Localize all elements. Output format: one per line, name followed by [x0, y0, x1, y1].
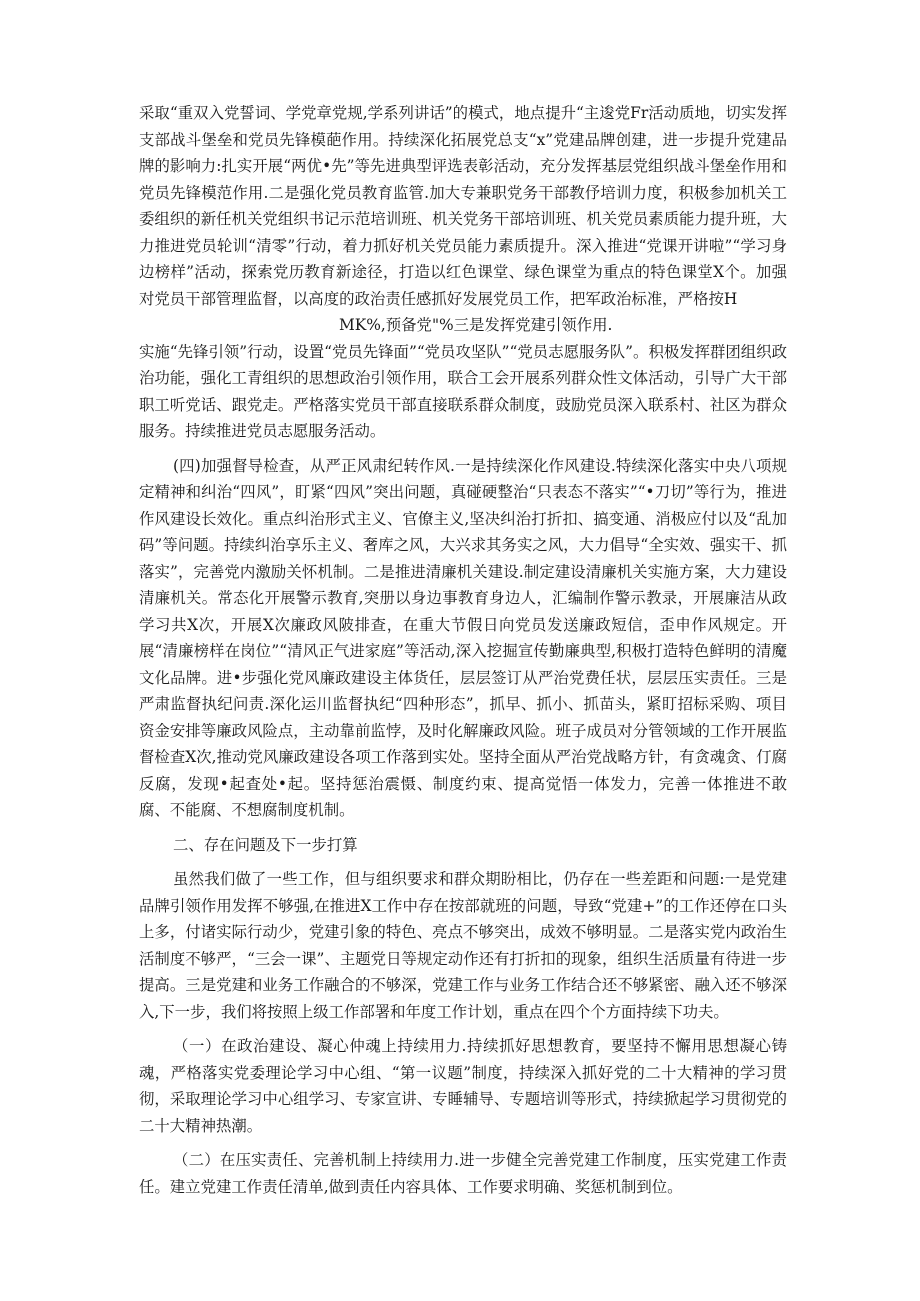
- paragraph-pioneer-action: 实施“先锋引领”行动，设置“党员先锋面”“党员攻坚队”“党员志愿服务队”。积极发挥群团组织政治功能，强化工青组织的思想政治引领作用，联合工会开展系列群众性文体活动，引导广大干部职工听党话、跟党走。严格落实党员干部直接联系群众制度，豉励党员深入联系村、社区为群众服务。持续推进党员志愿服务活动。: [139, 342, 787, 440]
- paragraph-party-building-brand: 采取“重双入党誓词、学党章党规,学系列讲话”的模式，地点提升“主逡党Fr活动质地，切实发挥支部战斗堡垒和党员先锋模葩作用。持续深化拓展党总支“x”党建品牌创建，进一步提升党建品牌的影响力:扎实开展“两优•先”等先进典型评选表彰活动，充分发挥基层党组织战斗堡垒作用和党员先锋模范作用.二是强化党员教育监管.加大专兼职党务干部教伃培训力度，积极参加机关工委组织的新任机关党组织书记示范培训班、机关党务干部培训班、机关党员素质能力提升班，大力推进党员轮训“清零”行动，着力抓好机关党员能力素质提升。深入推进“党课开讲啦”“学习身边榜样”活动，探索党历教育新途径，打造以红色课堂、绿色课堂为重点的特色课堂X个。加强对党员干部管理监督，以高度的政治责任感抓好发展党员工作，把军政治标准，严格按H: [139, 104, 787, 308]
- section-heading-problems: 二、存在问题及下一步打算: [173, 835, 358, 854]
- document-body: [139, 100, 787, 1200]
- paragraph-responsibility: （二）在压实责任、完善机制上持续用力.进一步健全完善党建工作制度，压实党建工作责任。建立党建工作责任清单,做到责任内容具体、工作要求明确、奖惩机制到位。: [139, 1151, 787, 1196]
- paragraph-existing-problems: 虽然我们做了一些工作，但与组织要求和群众期盼相比，仍存在一些差距和问题:一是党建品牌引领作用发挥不够强,在推进X工作中存在按部就班的问题，导致“党建+”的工作还停在口头上多，付诸实际行动少，党建引象的特色、亮点不够突出，成效不够明显。二是落实党内政治生活制度不够严，“三会一课”、主题党日等规定动作还有打折扣的现象，组织生活质量有待进一步提高。三是党建和业务工作融合的不够深，党建工作与业务工作结合还不够紧密、融入还不够深入,下一步，我们将按照上级工作部署和年度工作计划，重点在四个个方面持续下功夫。: [139, 870, 787, 1021]
- paragraph-political-building: （一）在政治建设、凝心仲魂上持续用力.持续抓好思想教育，要坚持不懈用思想凝心铸魂，严格落实党委理论学习中心组、“第一议题”制度，持续深入抓好党的二十大精神的学习贯彻，采取理论学习中心组学习、专家宣讲、专睡辅导、专题培训等形式，持续掀起学习贯彻党的二十大精神热潮。: [139, 1037, 787, 1135]
- paragraph-supervision-inspection: (四)加强督导检查，从严正风肃纪转作风.一是持续深化作风建设.特续深化落实中央八项规定精神和纠治“四风”，盯紧“四风”突出问题，真碰硬整治“只表态不落实”“•刀切”等行为，推进作风建设长效化。重点纠治形式主义、官僚主义,坚决纠治打折扣、搞变通、消极应付以及“乱加码”等问题。持续纠治享乐主义、奢库之风，大兴求其务实之风，大力倡导“全实效、强实干、抓落实”，完善党内激励关怀机制。二是推进清廉机关建设.制定建设清廉机关实施方案，大力建设清廉机关。常态化开展警示教育,突册以身边事教育身边人，汇编制作警示教录，开展廉洁从政学习共X次，开展X次廉政风陂排查，在重大节假日向党员发送廉政短信，歪申作风规定。开展“清廉榜样在岗位”“清风正气进家庭”等活动,深入挖掘宣传勤廉典型,积极打造特色鲜明的清魔文化品牌。进•步强化党风廉政建设主体货任，层层签订从严治党费任状，层层压实责任。三是严肃监督执纪问责.深化运川监督执纪“四种形态”，抓早、抓小、抓苗头，紧盯招标采购、项目资金安排等廉政风险点，主动靠前监悖，及时化解廉政风险。班子成员对分管领域的工作开展监督检查X次,推动党风廉政建设各项工作落到实处。坚持全面从严治党战略方针，有贪魂贪、仃腐反腐，发现•起査处•起。坚持惩治震慑、制度约束、提高觉悟一体发力，完善一体推进不敢腐、不能腐、不想腐制度机制。: [139, 456, 787, 819]
- paragraph-fragment-line: MK%,预备党"%三是发挥党建引领作用.: [339, 316, 613, 334]
